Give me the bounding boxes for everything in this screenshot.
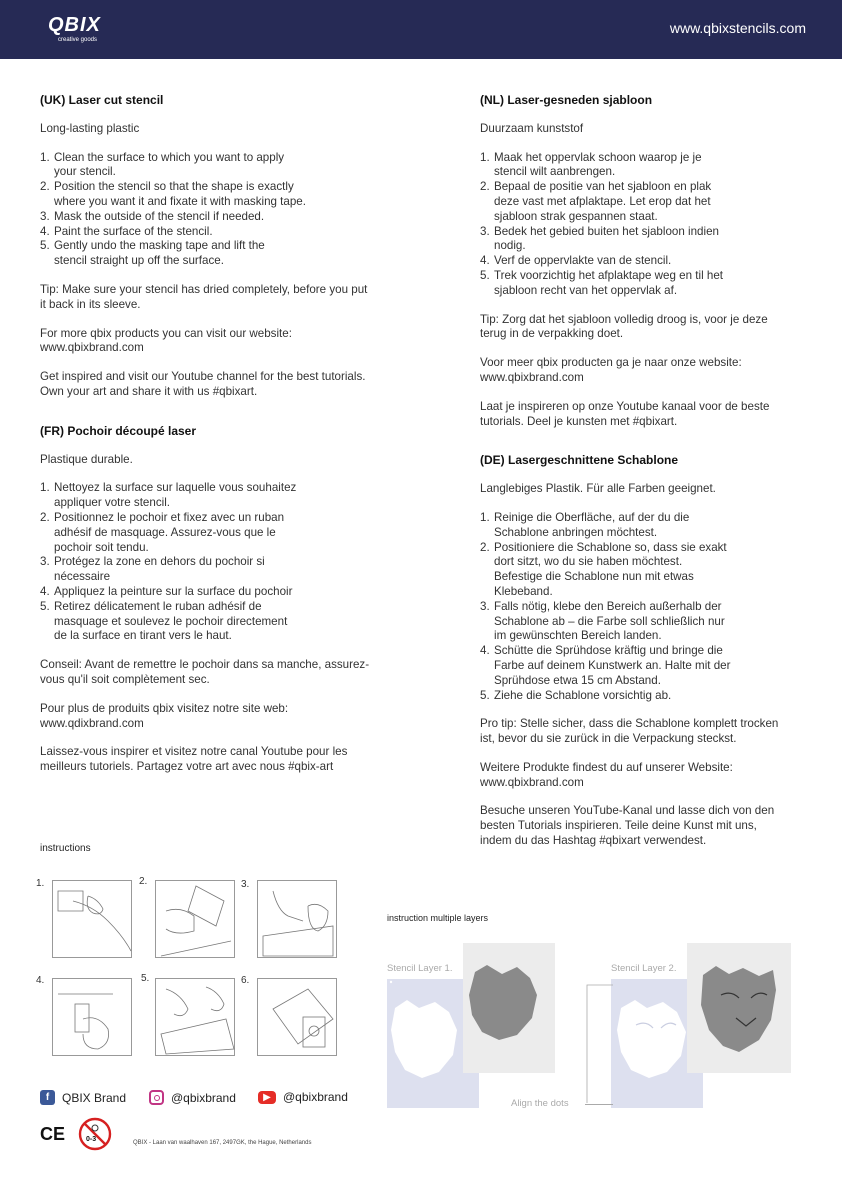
nl-more: Voor meer qbix producten ga je naar onze website: www.qbixbrand.com bbox=[480, 356, 742, 384]
fr-subtitle: Plastique durable. bbox=[40, 452, 133, 466]
step-item-line: de la surface en tirant vers le haut. bbox=[54, 629, 232, 643]
logo-subtitle: creative goods bbox=[58, 37, 98, 43]
facebook-label: QBIX Brand bbox=[62, 1090, 127, 1105]
nl-inspired: Laat je inspireren op onze Youtube kanaal voor de beste tutorials. Deel je kunsten met #qbixart. bbox=[480, 399, 770, 428]
step-item-number: 1. bbox=[480, 510, 490, 524]
step-item-number: 5. bbox=[480, 688, 490, 702]
step-item-number: 4. bbox=[40, 584, 50, 598]
company-address: QBIX - Laan van waalhaven 167, 2497GK, the Hague, Netherlands bbox=[133, 1140, 312, 1146]
step-item-line: nodig. bbox=[494, 239, 526, 253]
step-item-line: Position the stencil so that the shape is exactly bbox=[54, 180, 294, 194]
facebook-icon: f bbox=[40, 1090, 55, 1105]
step-item-line: your stencil. bbox=[54, 165, 116, 179]
step-item-line: im gewünschten Bereich landen. bbox=[494, 629, 662, 643]
de-title: (DE) Lasergeschnittene Schablone bbox=[480, 453, 679, 468]
step-item-line: Befestige die Schablone nun mit etwas bbox=[494, 570, 694, 584]
step-item-number: 4. bbox=[480, 644, 490, 658]
step-item-line: Retirez délicatement le ruban adhésif de bbox=[54, 599, 262, 613]
step-item bbox=[40, 511, 370, 555]
nl-steps bbox=[480, 151, 810, 299]
de-steps bbox=[480, 511, 810, 703]
step-item bbox=[40, 180, 370, 210]
de-tip: Pro tip: Stelle sicher, dass die Schablone komplett trocken ist, bevor du sie zurück in die Verpackung steckst. bbox=[480, 717, 779, 746]
step-item-line: Sprühdose etwa 15 cm Abstand. bbox=[494, 673, 661, 687]
fr-title: (FR) Pochoir découpé laser bbox=[40, 423, 197, 438]
step-item-line: Verf de oppervlakte van de stencil. bbox=[494, 254, 672, 268]
step-illustration-position bbox=[155, 880, 235, 958]
hand-tape-icon bbox=[156, 881, 236, 959]
step-item-line: Protégez la zone en dehors du pochoir si bbox=[54, 555, 265, 569]
step-item bbox=[480, 689, 810, 704]
instagram-icon bbox=[149, 1090, 164, 1105]
step-item-number: 4. bbox=[40, 224, 50, 238]
youtube-icon: ▶ bbox=[258, 1091, 276, 1104]
step-item-line: appliquer votre stencil. bbox=[54, 496, 170, 510]
step-item-number: 1. bbox=[40, 481, 50, 495]
align-dots-label: Align the dots bbox=[511, 1098, 569, 1109]
step-item bbox=[480, 644, 810, 688]
multi-layer-label: instruction multiple layers bbox=[387, 913, 489, 923]
step-item-number: 3. bbox=[40, 209, 50, 223]
step-item-line: stencil wilt aanbrengen. bbox=[494, 165, 616, 179]
step-number: 3. bbox=[241, 879, 250, 890]
step-item-number: 5. bbox=[40, 599, 50, 613]
layer2-label: Stencil Layer 2. bbox=[611, 963, 677, 974]
step-item-line: Appliquez la peinture sur la surface du pochoir bbox=[54, 584, 293, 598]
step-item-line: nécessaire bbox=[54, 570, 111, 584]
header-bar bbox=[0, 0, 842, 59]
step-item-number: 2. bbox=[40, 510, 50, 524]
step-item bbox=[480, 541, 810, 600]
uk-tip: Tip: Make sure your stencil has dried completely, before you put it back in its sleeve. bbox=[40, 282, 368, 311]
step-item-line: stencil straight up off the surface. bbox=[54, 254, 224, 268]
step-item-number: 4. bbox=[480, 254, 490, 268]
step-item bbox=[480, 225, 810, 255]
step-item-line: Ziehe die Schablone vorsichtig ab. bbox=[494, 688, 672, 702]
instagram-link[interactable] bbox=[149, 1090, 236, 1105]
uk-title: (UK) Laser cut stencil bbox=[40, 93, 164, 107]
spray-can-icon bbox=[53, 979, 133, 1057]
step-item bbox=[40, 151, 370, 181]
step-item-line: Reinige die Oberfläche, auf der du die bbox=[494, 510, 690, 524]
step-item-number: 2. bbox=[40, 180, 50, 194]
finished-stencil-icon bbox=[258, 979, 338, 1057]
align-bracket bbox=[585, 975, 615, 1105]
step-item bbox=[480, 180, 810, 224]
nl-subtitle: Duurzaam kunststof bbox=[480, 121, 584, 135]
step-item-line: Nettoyez la surface sur laquelle vous souhaitez bbox=[54, 481, 297, 495]
step-item bbox=[40, 585, 370, 600]
nl-title: (NL) Laser-gesneden sjabloon bbox=[480, 93, 653, 107]
de-more: Weitere Produkte findest du auf unserer Website: www.qbixbrand.com bbox=[480, 760, 733, 789]
step-item-number: 3. bbox=[40, 555, 50, 569]
instagram-label: @qbixbrand bbox=[171, 1090, 236, 1105]
tiger-silhouette-icon bbox=[387, 960, 557, 1090]
uk-more: For more qbix products you can visit our website: www.qbixbrand.com bbox=[40, 326, 292, 355]
step-item-line: where you want it and fixate it with masking tape. bbox=[54, 194, 306, 208]
step-item-line: Clean the surface to which you want to apply bbox=[54, 150, 285, 164]
ce-mark: CE bbox=[40, 1124, 66, 1144]
step-number: 2. bbox=[139, 876, 148, 887]
step-item bbox=[40, 600, 370, 644]
step-item-line: sjabloon strak gespannen staat. bbox=[494, 209, 658, 223]
step-item-line: sjabloon recht van het oppervlak af. bbox=[494, 283, 678, 297]
step-item-line: Positionnez le pochoir et fixez avec un ruban bbox=[54, 510, 285, 524]
step-item-line: Paint the surface of the stencil. bbox=[54, 224, 213, 238]
step-item bbox=[480, 254, 810, 269]
uk-subtitle: Long-lasting plastic bbox=[40, 121, 140, 135]
step-item-line: Gently undo the masking tape and lift the bbox=[54, 239, 265, 253]
step-item bbox=[480, 151, 810, 181]
step-item-line: pochoir soit tendu. bbox=[54, 540, 149, 554]
step-item bbox=[480, 511, 810, 541]
step-item bbox=[40, 481, 370, 511]
tiger-face-icon bbox=[611, 960, 791, 1090]
step-item-number: 3. bbox=[480, 224, 490, 238]
de-subtitle: Langlebiges Plastik. Für alle Farben geeignet. bbox=[480, 482, 716, 496]
age-label: 0-3 bbox=[86, 1136, 97, 1143]
step-item-line: Schablone ab – die Farbe soll schließlich nur bbox=[494, 614, 725, 628]
qbix-logo bbox=[48, 14, 118, 50]
step-item-line: deze vast met afplaktape. Let erop dat het bbox=[494, 194, 711, 208]
layer1-label: Stencil Layer 1. bbox=[387, 963, 453, 974]
step-item bbox=[40, 225, 370, 240]
step-item-number: 1. bbox=[480, 150, 490, 164]
lift-stencil-icon bbox=[156, 979, 236, 1057]
instructions-label: instructions bbox=[40, 843, 91, 854]
step-number: 1. bbox=[36, 878, 45, 889]
step-item-line: Positioniere die Schablone so, dass sie exakt bbox=[494, 540, 727, 554]
youtube-link[interactable] bbox=[258, 1090, 348, 1104]
step-item-line: Bedek het gebied buiten het sjabloon indien bbox=[494, 224, 719, 238]
age-warning-icon bbox=[78, 1117, 112, 1151]
step-item bbox=[40, 555, 370, 585]
fr-inspired: Laissez-vous inspirer et visitez notre canal Youtube pour les meilleurs tutoriels. Partagez votre art avec nous #qbix-art bbox=[40, 745, 348, 774]
step-item bbox=[480, 269, 810, 299]
step-item-line: Mask the outside of the stencil if needed. bbox=[54, 209, 265, 223]
uk-inspired: Get inspired and visit our Youtube channel for the best tutorials. Own your art and share it with us #qbixart. bbox=[40, 370, 366, 398]
step-item-number: 2. bbox=[480, 180, 490, 194]
align-line bbox=[585, 1104, 613, 1105]
step-illustration-mask bbox=[257, 880, 337, 958]
nl-tip: Tip: Zorg dat het sjabloon volledig droog is, voor je deze terug in de verpakking doet. bbox=[480, 312, 768, 341]
fr-more: Pour plus de produits qbix visitez notre site web: www.qdixbrand.com bbox=[40, 701, 289, 730]
step-item bbox=[40, 239, 370, 269]
section-uk bbox=[40, 93, 370, 775]
step-item bbox=[480, 600, 810, 644]
step-item bbox=[40, 210, 370, 225]
step-illustration-lift bbox=[155, 978, 235, 1056]
step-illustration-paint bbox=[52, 978, 132, 1056]
mask-tape-icon bbox=[258, 881, 338, 959]
logo-text: QBIX bbox=[48, 14, 101, 36]
step-illustration-clean bbox=[52, 880, 132, 958]
step-item-line: adhésif de masquage. Assurez-vous que le bbox=[54, 525, 276, 539]
step-number: 5. bbox=[141, 973, 150, 984]
hand-wipe-icon bbox=[53, 881, 133, 959]
step-item-line: Schütte die Sprühdose kräftig und bringe die bbox=[494, 644, 723, 658]
youtube-label: @qbixbrand bbox=[283, 1090, 348, 1104]
step-item-line: Schablone anbringen möchtest. bbox=[494, 525, 658, 539]
step-item-line: Klebeband. bbox=[494, 584, 553, 598]
step-number: 6. bbox=[241, 975, 250, 986]
step-item-line: Bepaal de positie van het sjabloon en plak bbox=[494, 180, 712, 194]
de-inspired: Besuche unseren YouTube-Kanal und lasse dich von den besten Tutorials inspirieren. Teile deine Kunst mit uns, indem du das Hashtag #qbixart verwendest. bbox=[480, 804, 775, 848]
step-item-line: masquage et soulevez le pochoir directement bbox=[54, 614, 288, 628]
step-item-line: Falls nötig, klebe den Bereich außerhalb der bbox=[494, 599, 722, 613]
step-item-number: 2. bbox=[480, 540, 490, 554]
uk-steps bbox=[40, 151, 370, 269]
step-item-number: 1. bbox=[40, 150, 50, 164]
facebook-link[interactable] bbox=[40, 1090, 126, 1105]
fr-tip: Conseil: Avant de remettre le pochoir dans sa manche, assurez-vous qu'il soit complètement sec. bbox=[40, 658, 370, 686]
step-number: 4. bbox=[36, 975, 45, 986]
header-website[interactable]: www.qbixstencils.com bbox=[669, 20, 806, 36]
step-item-line: dort sitzt, wo du sie haben möchtest. bbox=[494, 555, 683, 569]
step-item-line: Maak het oppervlak schoon waarop je je bbox=[494, 150, 702, 164]
fr-steps bbox=[40, 481, 370, 644]
step-item-number: 3. bbox=[480, 599, 490, 613]
step-item-number: 5. bbox=[480, 268, 490, 282]
section-nl bbox=[480, 93, 810, 849]
step-illustration-done bbox=[257, 978, 337, 1056]
step-item-number: 5. bbox=[40, 239, 50, 253]
step-item-line: Trek voorzichtig het afplaktape weg en til het bbox=[494, 268, 723, 282]
step-item-line: Farbe auf deinem Kunstwerk an. Halte mit der bbox=[494, 658, 731, 672]
